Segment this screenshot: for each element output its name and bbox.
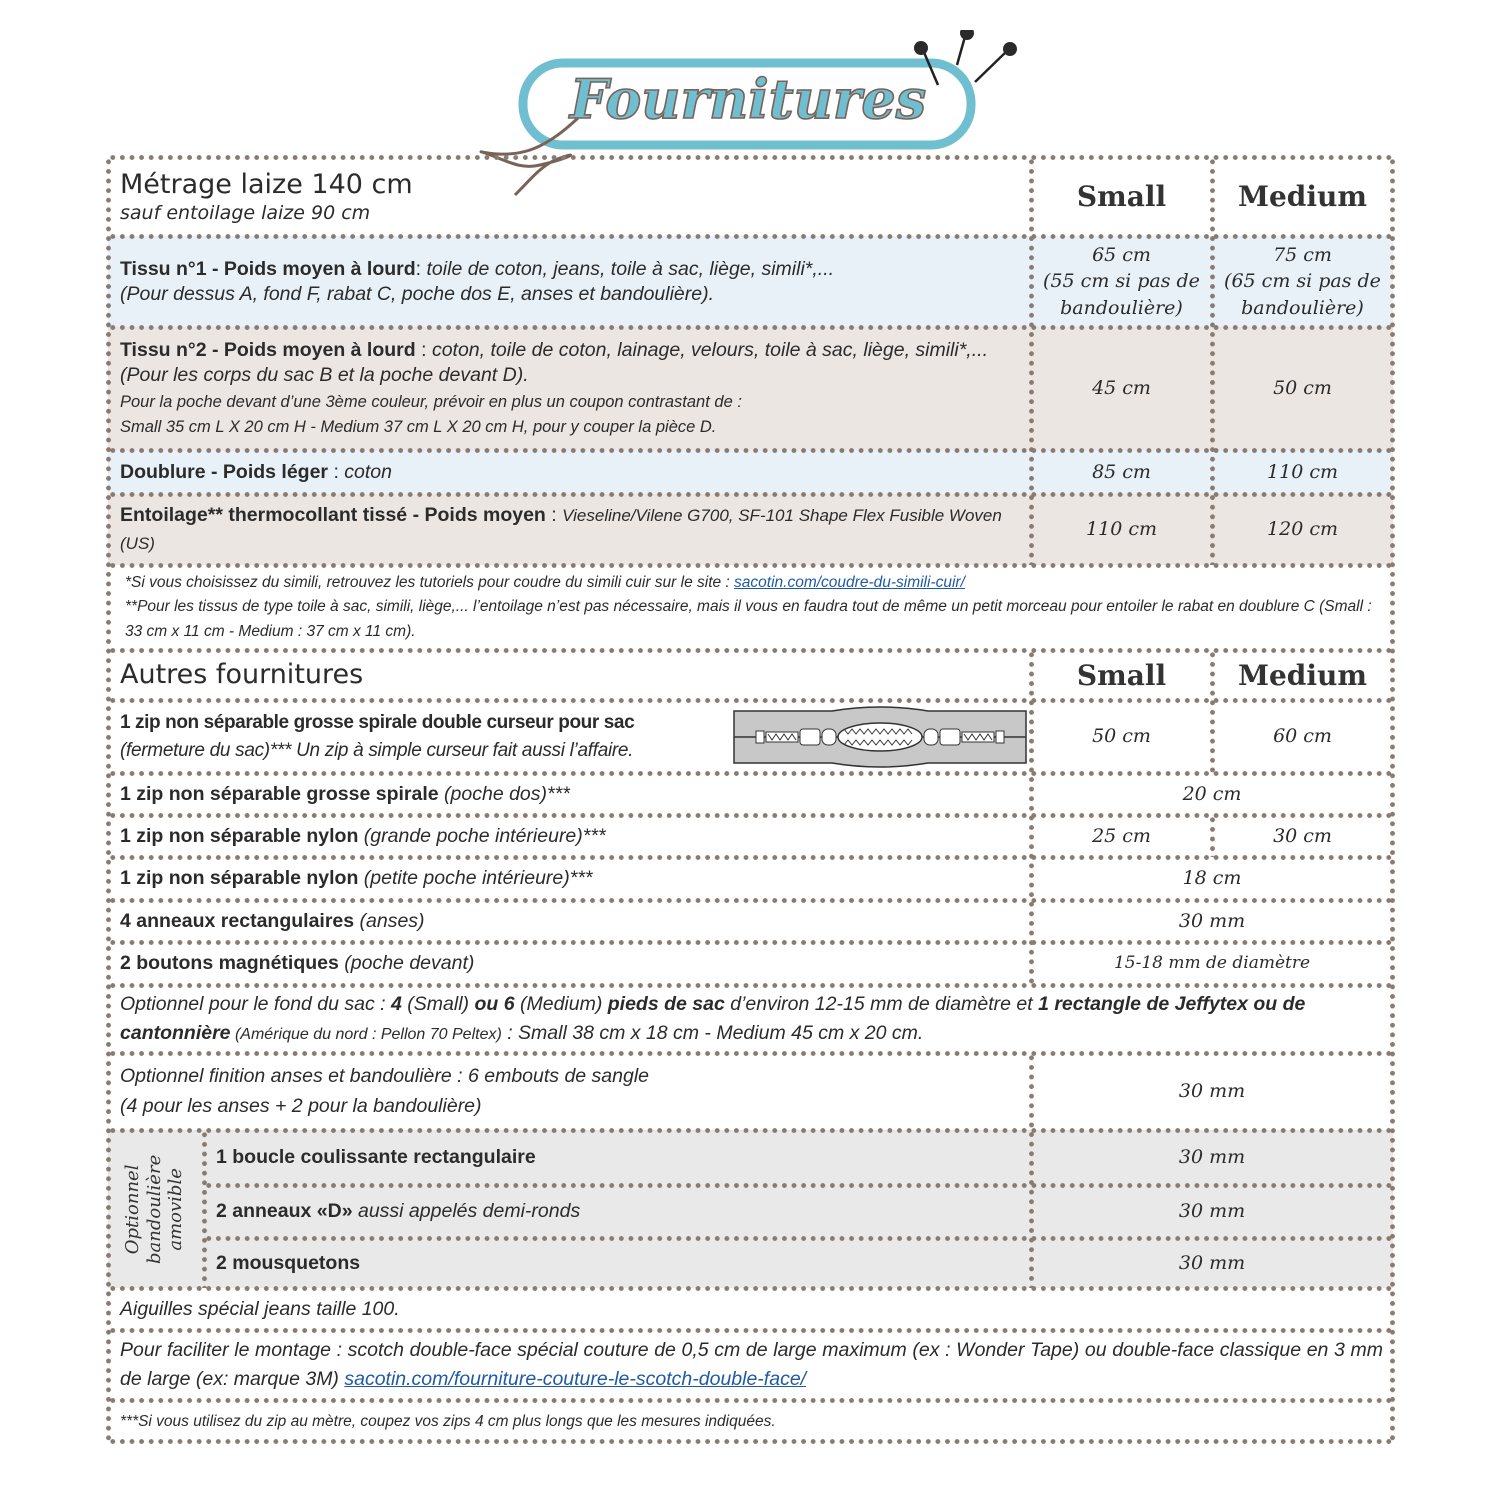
back-pocket-zip-value: 20 cm xyxy=(1182,782,1242,805)
tissu1-materials: toile de coton, jeans, toile à sac, liège, simili*,... xyxy=(426,258,835,281)
lining-small: 85 cm xyxy=(1092,460,1151,483)
fabric-header-row xyxy=(108,157,1393,236)
divider xyxy=(108,234,1393,239)
optional-base-count-medium: ou 6 xyxy=(474,992,515,1015)
divider xyxy=(1029,650,1034,985)
back-pocket-zip-label: 1 zip non séparable grosse spirale xyxy=(120,782,439,805)
zip-note-row xyxy=(108,1400,1393,1443)
d-rings-label: 2 anneaux «D» xyxy=(216,1200,353,1223)
divider xyxy=(108,563,1393,568)
strap-ends-value: 30 mm xyxy=(1178,1080,1246,1103)
divider xyxy=(108,1398,1393,1403)
strap-group-label: Optionnel bandoulière amovible xyxy=(122,1154,187,1264)
strap-item-buckle xyxy=(108,1130,1393,1185)
divider xyxy=(1029,157,1034,565)
simili-note: *Si vous choisissez du simili, retrouvez les tutoriels pour coudre du simili cuir sur le site : xyxy=(125,574,735,592)
optional-base-text: Optionnel pour le fond du sac : xyxy=(120,992,392,1015)
tissu1-medium: 75 cm xyxy=(1273,243,1332,266)
fabric-row-tissu2 xyxy=(108,327,1393,450)
optional-base-small-label: (Small) xyxy=(401,992,475,1015)
divider xyxy=(108,448,1393,453)
supply-row-tape xyxy=(108,1330,1393,1400)
others-header-row xyxy=(108,650,1393,700)
fabric-row-tissu1 xyxy=(108,236,1393,327)
large-inner-zip-label: 1 zip non séparable nylon xyxy=(120,824,359,847)
divider xyxy=(202,1130,207,1288)
fabric-notes-row xyxy=(108,565,1393,650)
divider xyxy=(108,325,1393,330)
magnetic-buttons-label: 2 boutons magnétiques xyxy=(120,952,339,975)
optional-base-pellon: (Amérique du nord : Pellon 70 Peltex) xyxy=(230,1026,502,1043)
divider xyxy=(108,698,1393,703)
supply-row-small-inner-zip xyxy=(108,857,1393,900)
interfacing-medium: 120 cm xyxy=(1267,518,1338,541)
divider xyxy=(108,1051,1393,1056)
divider xyxy=(108,771,1393,776)
optional-base-diameter: d’environ 12-15 mm de diamètre et xyxy=(724,992,1039,1015)
tissu2-contrast-note: Pour la poche devant d’une 3ème couleur, prévoir en plus un coupon contrastant de : xyxy=(120,392,742,411)
divider xyxy=(1390,157,1395,1441)
back-pocket-zip-detail: (poche dos)*** xyxy=(438,782,570,805)
tissu1-small: 65 cm xyxy=(1092,243,1151,266)
small-inner-zip-label: 1 zip non séparable nylon xyxy=(120,867,359,890)
tissu1-small-note: (55 cm si pas de bandoulière) xyxy=(1043,270,1200,319)
strap-ends-line2: (4 pour les anses + 2 pour la bandoulière) xyxy=(120,1094,482,1117)
tissu2-contrast-sizes: Small 35 cm L X 20 cm H - Medium 37 cm L X 20 cm H, pour y couper la pièce D. xyxy=(120,417,717,436)
divider xyxy=(106,157,111,1441)
divider xyxy=(1029,1053,1034,1288)
divider xyxy=(108,855,1393,860)
main-zip-medium: 60 cm xyxy=(1273,725,1332,748)
strap-ends-line1: Optionnel finition anses et bandoulière : 6 embouts de sangle xyxy=(120,1065,650,1088)
snap-hooks-label: 2 mousquetons xyxy=(216,1251,361,1274)
main-zip-label: 1 zip non séparable grosse spirale double curseur pour sac xyxy=(120,711,635,733)
double-zipper-icon xyxy=(732,705,1028,769)
supply-row-large-inner-zip xyxy=(108,815,1393,857)
divider xyxy=(204,1236,1393,1241)
tissu1-separator: : xyxy=(415,258,427,281)
strap-item-snap-hooks xyxy=(108,1238,1393,1288)
divider xyxy=(108,983,1393,988)
fabric-row-lining xyxy=(108,450,1393,494)
interfacing-note: **Pour les tissus de type toile à sac, simili, liège,... l’entoilage n’est pas nécessaire, mais il vous en faudra tout de même un petit morceau pour entoiler le rabat en doublure C (Small : 33 cm x 11 cm - Medium : 37 cm x 11 cm). xyxy=(125,598,1372,640)
lining-label: Doublure - Poids léger xyxy=(120,460,329,483)
tissu2-separator: : xyxy=(415,338,432,361)
interfacing-materials: Vieseline/Vilene G700, SF-101 Shape Flex Fusible Woven (US) xyxy=(120,506,1002,553)
others-heading: Autres fournitures xyxy=(120,659,364,691)
supply-row-back-pocket-zip xyxy=(108,773,1393,815)
interfacing-label: Entoilage** thermocollant tissé - Poids moyen xyxy=(120,504,546,527)
buckle-label: 1 boucle coulissante rectangulaire xyxy=(216,1146,536,1169)
lining-medium: 110 cm xyxy=(1267,460,1338,483)
large-inner-zip-medium: 30 cm xyxy=(1273,824,1332,847)
main-zip-detail: (fermeture du sac)*** Un zip à simple curseur fait aussi l’affaire. xyxy=(120,739,634,761)
supply-row-optional-base xyxy=(108,985,1393,1053)
divider xyxy=(1210,157,1215,565)
column-header-small: Small xyxy=(1076,180,1167,213)
small-inner-zip-detail: (petite poche intérieure)*** xyxy=(358,867,593,890)
supply-row-magnetic-buttons xyxy=(108,942,1393,985)
rings-value: 30 mm xyxy=(1178,909,1246,932)
divider xyxy=(108,813,1393,818)
strap-item-d-rings xyxy=(108,1185,1393,1238)
tissu2-label: Tissu n°2 - Poids moyen à lourd xyxy=(120,338,416,361)
supplies-table xyxy=(108,157,1393,1443)
divider xyxy=(204,1183,1393,1188)
supply-row-main-zip xyxy=(108,700,1393,773)
simili-tutorial-link[interactable]: sacotin.com/coudre-du-simili-cuir/ xyxy=(734,574,965,592)
fabric-heading: Métrage laize 140 cm xyxy=(120,168,413,200)
optional-base-feet: pieds de sac xyxy=(607,992,725,1015)
divider xyxy=(108,648,1393,653)
divider xyxy=(108,1328,1393,1333)
magnetic-buttons-value: 15-18 mm de diamètre xyxy=(1113,952,1311,973)
divider xyxy=(108,1128,1393,1133)
snap-hooks-value: 30 mm xyxy=(1178,1251,1246,1274)
tissu2-materials: coton, toile de coton, lainage, velours, toile à sac, liège, simili*,... (Pour les corps du sac B et la poche devant D). xyxy=(120,338,988,387)
title-text: Fournitures xyxy=(569,67,927,131)
tissu2-medium: 50 cm xyxy=(1273,377,1332,400)
tape-link[interactable]: sacotin.com/fourniture-couture-le-scotch-double-face/ xyxy=(344,1368,807,1390)
d-rings-value: 30 mm xyxy=(1178,1200,1246,1223)
supply-row-rings xyxy=(108,900,1393,942)
d-rings-detail: aussi appelés demi-ronds xyxy=(352,1200,581,1223)
needles-text: Aiguilles spécial jeans taille 100. xyxy=(120,1297,400,1320)
tape-text: Pour faciliter le montage : scotch double-face spécial couture de 0,5 cm de large maximum (ex : Wonder Tape) ou double-face classique en 3 mm de large (ex: marque 3M) xyxy=(120,1338,1383,1390)
tissu1-pieces: (Pour dessus A, fond F, rabat C, poche dos E, anses et bandoulière). xyxy=(120,282,715,305)
lining-material: coton xyxy=(344,460,392,483)
rings-label: 4 anneaux rectangulaires xyxy=(120,909,355,932)
divider xyxy=(108,155,1393,160)
rings-detail: (anses) xyxy=(354,909,425,932)
interfacing-separator: : xyxy=(545,504,563,527)
supply-row-needles xyxy=(108,1288,1393,1330)
others-column-header-small: Small xyxy=(1076,658,1167,692)
magnetic-buttons-detail: (poche devant) xyxy=(338,952,475,975)
buckle-value: 30 mm xyxy=(1178,1146,1246,1169)
optional-base-medium-label: (Medium) xyxy=(514,992,608,1015)
interfacing-small: 110 cm xyxy=(1086,518,1157,541)
zip-note: ***Si vous utilisez du zip au mètre, coupez vos zips 4 cm plus longs que les mesures indiquées. xyxy=(120,1412,776,1430)
divider xyxy=(108,940,1393,945)
tissu2-small: 45 cm xyxy=(1092,377,1151,400)
fabric-row-interfacing xyxy=(108,494,1393,565)
zipper-illustration xyxy=(732,700,1028,773)
divider xyxy=(1210,650,1215,773)
others-column-header-medium: Medium xyxy=(1237,658,1367,692)
large-inner-zip-detail: (grande poche intérieure)*** xyxy=(358,824,606,847)
tissu1-label: Tissu n°1 - Poids moyen à lourd xyxy=(120,258,416,281)
divider xyxy=(108,898,1393,903)
column-header-medium: Medium xyxy=(1237,180,1367,213)
optional-base-sizes: : Small 38 cm x 18 cm - Medium 45 cm x 20 cm. xyxy=(501,1022,924,1044)
optional-base-rectangle: 1 rectangle de Jeffytex ou de cantonnière xyxy=(120,992,1306,1044)
large-inner-zip-small: 25 cm xyxy=(1092,824,1151,847)
supply-row-strap-ends xyxy=(108,1053,1393,1130)
tissu1-medium-note: (65 cm si pas de bandoulière) xyxy=(1224,270,1381,319)
divider xyxy=(108,1286,1393,1291)
divider xyxy=(108,1439,1393,1444)
fabric-subheading: sauf entoilage laize 90 cm xyxy=(120,201,371,224)
small-inner-zip-value: 18 cm xyxy=(1182,867,1242,890)
optional-base-count-small: 4 xyxy=(391,992,402,1015)
divider xyxy=(108,492,1393,497)
lining-separator: : xyxy=(328,460,345,483)
divider xyxy=(1210,815,1215,857)
main-zip-small: 50 cm xyxy=(1092,725,1151,748)
